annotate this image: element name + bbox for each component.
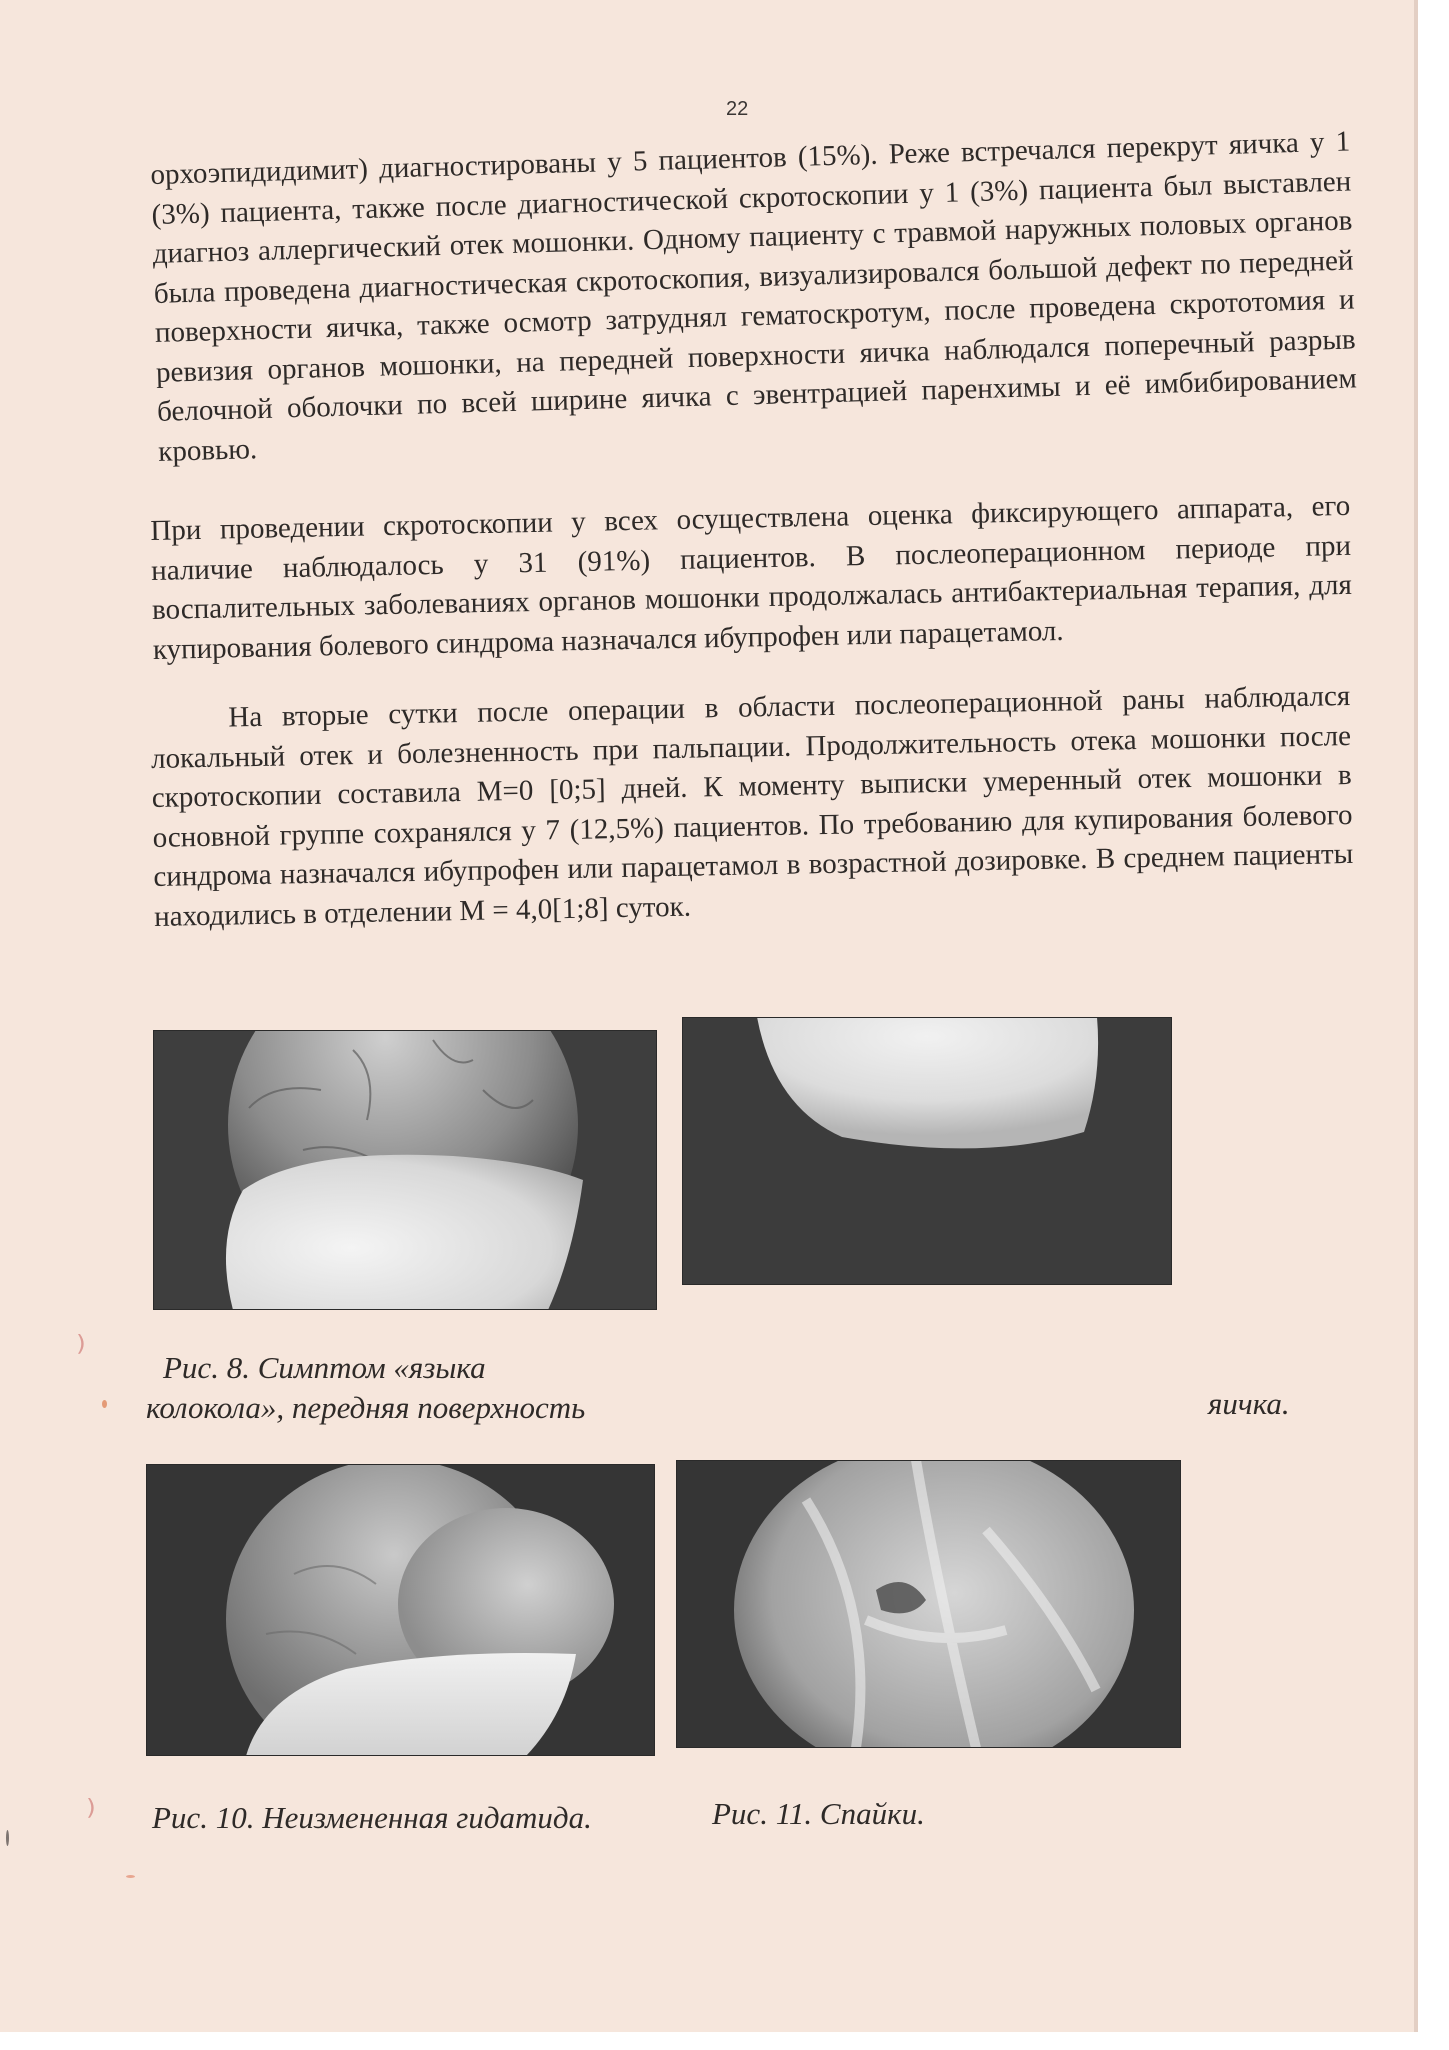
- pencil-bracket-mark: ⁾: [76, 1328, 86, 1374]
- pencil-bracket-mark: ⁾: [86, 1792, 96, 1838]
- figure-11-photo: [676, 1460, 1181, 1748]
- paragraph-3: На вторые сутки после операции в области послеоперационной раны наблюдался локальный отек и болезненность при пальпации. Продолжительность отека мошонки после скротоскопии составила M=0 [0;5] дней. К моменту выписки умеренный отек мошонки в основной группе сохранялся у 7 (12,5%) пациентов. По требованию для купирования болевого синдрома назначался ибупрофен или парацетамол в возрастной дозировке. В среднем пациенты находились в отделении M = 4,0[1;8] суток.: [150, 679, 1354, 933]
- scan-speck: [126, 1875, 135, 1878]
- page-edge-shadow: [1414, 0, 1418, 2032]
- figure-10-caption: Рис. 10. Неизмененная гидатида.: [152, 1800, 592, 1835]
- figure-11-caption: Рис. 11. Спайки.: [712, 1796, 925, 1831]
- figure-10-photo: [146, 1464, 655, 1756]
- scan-speck: [6, 1830, 9, 1846]
- figure-8-caption-line-1: Рис. 8. Симптом «языка: [163, 1350, 486, 1385]
- paragraph-1: орхоэпидидимит) диагностированы у 5 пациентов (15%). Реже встречался перекрут яичка у 1 (3%) пациента, также после диагностической скротоскопии у 1 (3%) пациента был выставлен диагноз аллергический отек мошонки. Одному пациенту с травмой наружных половых органов была проведена диагностическая скротоскопия, визуализировался большой дефект по передней поверхности яичка, также осмотр затруднял гематоскротум, после проведена скрототомия и ревизия органов мошонки, на передней поверхности яичка наблюдался поперечный разрыв белочной оболочки по всей ширине яичка с эвентрацией паренхимы и её имбибированием кровью.: [150, 125, 1358, 468]
- figure-8-caption-line-2: колокола», передняя поверхность: [146, 1390, 586, 1425]
- paragraph-2: При проведении скротоскопии у всех осуществлена оценка фиксирующего аппарата, его наличие наблюдалось у 31 (91%) пациентов. В послеоперационном периоде при воспалительных заболеваниях органов мошонки продолжалась антибактериальная терапия, для купирования болевого синдрома назначался ибупрофен или парацетамол.: [150, 489, 1353, 666]
- figure-8-left-photo: [153, 1030, 657, 1310]
- page-number: 22: [726, 98, 749, 120]
- scan-speck: [102, 1400, 107, 1408]
- figure-8-caption-tail: яичка.: [1208, 1386, 1290, 1421]
- figure-8-right-photo: [682, 1017, 1172, 1285]
